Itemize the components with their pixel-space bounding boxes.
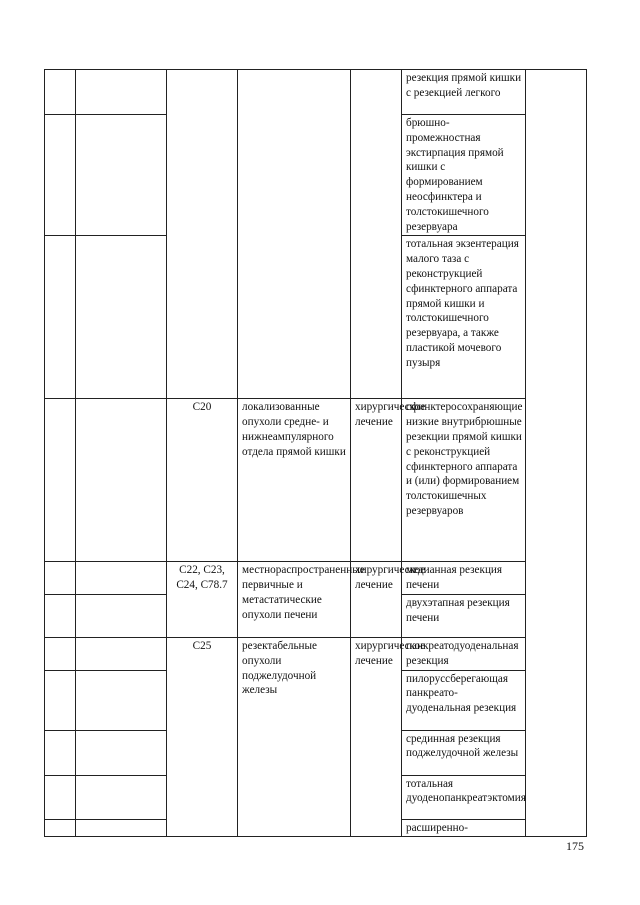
table-cell-empty — [526, 70, 587, 837]
table-cell-method: тотальная дуоденопанкреатэктомия — [402, 775, 526, 819]
table-cell-empty — [45, 775, 76, 819]
table-cell-code: C20 — [167, 399, 238, 562]
table-cell-method: двухэтапная резекция печени — [402, 594, 526, 637]
table-cell-model: резектабельные опухоли поджелудочной железы — [238, 637, 351, 836]
table-cell-method: брюшно-промежностная экстирпация прямой кишки с формированием неосфинктера и толстокишечного резервуара — [402, 115, 526, 236]
document-table — [44, 69, 587, 837]
table-cell-empty — [76, 70, 167, 115]
table-cell-empty — [45, 637, 76, 670]
table-cell-empty — [76, 594, 167, 637]
table-row — [45, 562, 587, 595]
table-cell-empty — [45, 236, 76, 399]
table-cell-method: сфинктеросохраняющие низкие внутрибрюшные резекции прямой кишки с реконструкцией сфинктерного аппарата и (или) формированием толстокишечных резервуаров — [402, 399, 526, 562]
table-cell-model — [238, 70, 351, 399]
page-number: 175 — [566, 839, 584, 853]
table-cell-empty — [45, 594, 76, 637]
table-cell-empty — [45, 670, 76, 730]
table-cell-empty — [76, 775, 167, 819]
table-cell-treatment-type: хирургическое лечение — [351, 637, 402, 836]
table-cell-empty — [76, 399, 167, 562]
table-cell-empty — [45, 115, 76, 236]
table-cell-treatment-type: хирургическое лечение — [351, 399, 402, 562]
table-cell-empty — [76, 562, 167, 595]
table-cell-method: расширенно- — [402, 819, 526, 837]
table-cell-empty — [45, 70, 76, 115]
table-cell-method: резекция прямой кишки с резекцией легкого — [402, 70, 526, 115]
table-cell-empty — [76, 730, 167, 775]
table-cell-model: местнораспространенные первичные и метастатические опухоли печени — [238, 562, 351, 638]
table-cell-method: тотальная экзентерация малого таза с реконструкцией сфинктерного аппарата прямой кишки и толстокишечного резервуара, а также пластикой мочевого пузыря — [402, 236, 526, 399]
table-cell-empty — [76, 236, 167, 399]
table-cell-empty — [45, 730, 76, 775]
table-cell-treatment-type: хирургическое лечение — [351, 562, 402, 638]
table-cell-empty — [76, 637, 167, 670]
table-row — [45, 70, 587, 115]
table-cell-empty — [76, 115, 167, 236]
table-cell-method: медианная резекция печени — [402, 562, 526, 595]
table-cell-empty — [45, 562, 76, 595]
table-cell-code: C22, C23, C24, C78.7 — [167, 562, 238, 638]
table-cell-treatment-type — [351, 70, 402, 399]
table-cell-model: локализованные опухоли средне- и нижнеампулярного отдела прямой кишки — [238, 399, 351, 562]
table-cell-code: C25 — [167, 637, 238, 836]
table-cell-empty — [76, 819, 167, 837]
table-cell-method: срединная резекция поджелудочной железы — [402, 730, 526, 775]
table-cell-empty — [45, 819, 76, 837]
table-row — [45, 399, 587, 562]
table-cell-code — [167, 70, 238, 399]
table-cell-method: панкреатодуоденальная резекция — [402, 637, 526, 670]
table-row — [45, 637, 587, 670]
table-cell-method: пилоруссберегающая панкреато-дуоденальная резекция — [402, 670, 526, 730]
table-cell-empty — [45, 399, 76, 562]
table-cell-empty — [76, 670, 167, 730]
